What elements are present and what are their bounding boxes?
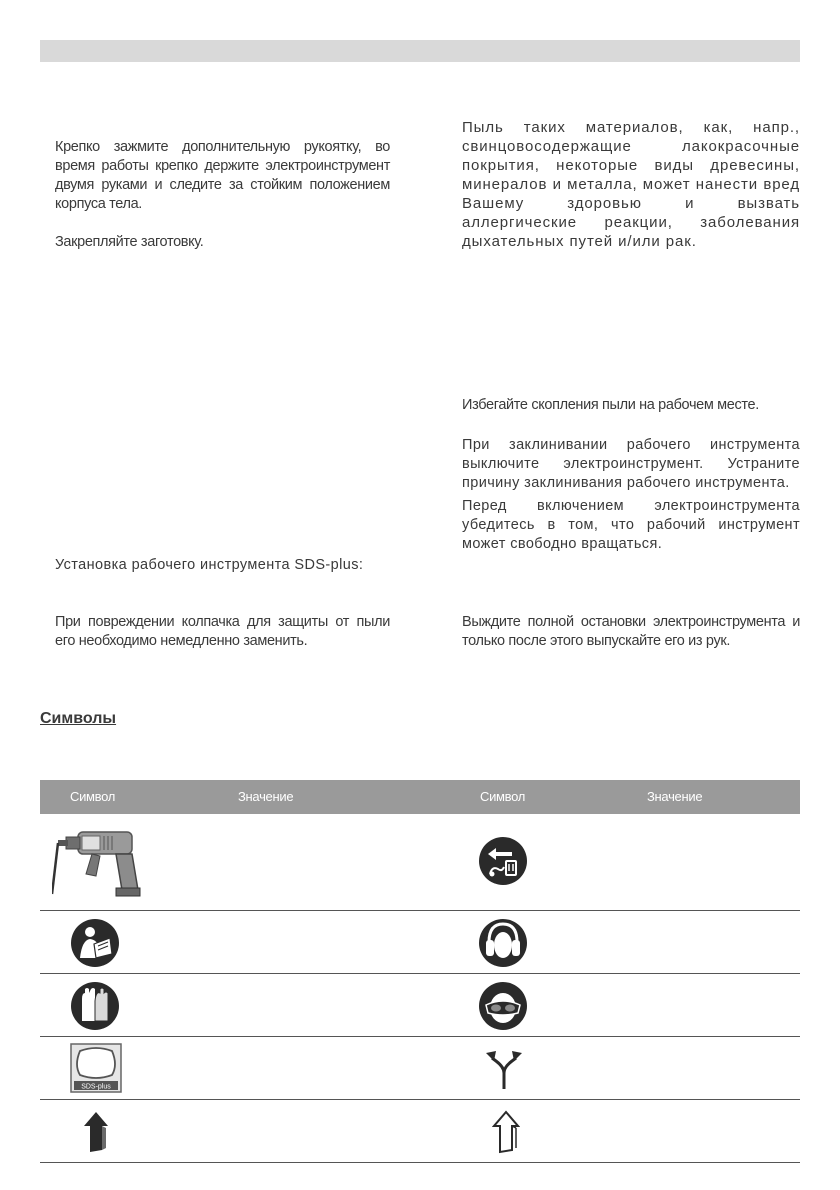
two-way-arrow-icon [484, 1047, 524, 1096]
header-symbol-2: Символ [480, 789, 526, 804]
safety-text-dust-hazard: Пыль таких материалов, как, напр., свинцовосодержащие лакокрасочные покрытия, некоторые виды древесины, минералов и металла, может нанести вред Вашему здоровью и вызвать аллергические реакции, заболевания дыхательных путей и/или рак. [462, 119, 800, 250]
safety-text-wait-stop: Выждите полной остановки электроинструмента и только после этого выпускайте его из рук. [462, 614, 800, 649]
symbols-table-row [40, 974, 800, 1037]
symbols-section-title: Символы [40, 710, 117, 727]
read-manual-icon [70, 918, 120, 973]
symbols-table-header [40, 780, 800, 814]
symbols-table-row [40, 1037, 800, 1100]
header-meaning-2: Значение [647, 789, 703, 804]
rotary-hammer-icon [52, 822, 144, 907]
safety-text-dust-cap: При повреждении колпачка для защиты от пыли его необходимо немедленно заменить. [55, 614, 390, 649]
safety-text-workpiece: Закрепляйте заготовку. [55, 234, 204, 250]
symbols-table-row [40, 911, 800, 974]
symbols-table-row [40, 1100, 800, 1163]
safety-text-avoid-dust: Избегайте скопления пыли на рабочем месте. [462, 397, 759, 413]
outline-arrow-up-icon [492, 1110, 520, 1159]
gloves-icon [70, 981, 120, 1036]
header-symbol-1: Символ [70, 789, 116, 804]
symbols-table-row [40, 814, 800, 911]
eye-protection-icon [478, 981, 528, 1036]
sds-plus-label: SDS-plus [81, 1083, 111, 1091]
symbols-table [40, 780, 800, 1163]
ear-protection-icon [478, 918, 528, 973]
header-bar [40, 40, 800, 62]
filled-arrow-up-icon [82, 1110, 110, 1159]
safety-text-sds-install: Установка рабочего инструмента SDS-plus: [55, 557, 364, 573]
safety-text-free-rotation: Перед включением электроинструмента убедитесь в том, что рабочий инструмент может свободно вращаться. [462, 498, 800, 552]
safety-text-jam: При заклинивании рабочего инструмента выключите электроинструмент. Устраните причину заклинивания рабочего инструмента. [462, 437, 800, 491]
sds-plus-icon [70, 1043, 122, 1098]
unplug-before-service-icon [478, 836, 528, 891]
header-meaning-1: Значение [238, 789, 294, 804]
safety-text-grip: Крепко зажмите дополнительную рукоятку, во время работы крепко держите электроинструмент двумя руками и следите за стойким положением корпуса тела. [55, 139, 390, 212]
